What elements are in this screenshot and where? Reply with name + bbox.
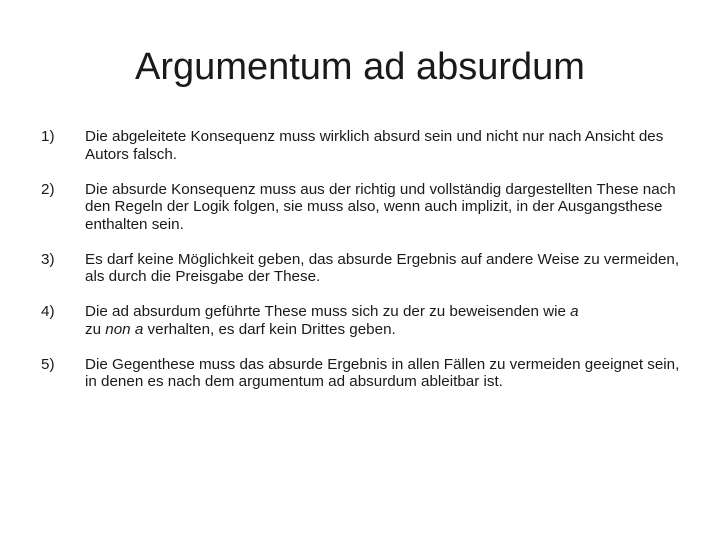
item-number: 3)	[41, 250, 55, 268]
list-item	[41, 128, 681, 163]
list-item	[41, 181, 681, 234]
item-number: 2)	[41, 180, 55, 198]
item-number: 5)	[41, 355, 55, 373]
list-item	[41, 303, 681, 338]
item-text: Es darf keine Möglichkeit geben, das absurde Ergebnis auf andere Weise zu vermeiden, als durch die Preisgabe der These.	[85, 250, 680, 285]
item-text: Die absurde Konsequenz muss aus der richtig und vollständig dargestellten These nach den Regeln der Logik folgen, sie muss also, wenn auch implizit, in der Ausgangsthese enthalten sein.	[85, 180, 676, 233]
item-text-after: verhalten, es darf kein Drittes geben.	[147, 320, 396, 338]
slide-title: Argumentum ad absurdum	[135, 46, 585, 88]
item-text-mid: zu	[85, 320, 102, 338]
item-number: 4)	[41, 303, 55, 320]
item-text: Die Gegenthese muss das absurde Ergebnis in allen Fällen zu vermeiden geeignet sein, in denen es nach dem argumentum ad absurdum ableitbar ist.	[85, 355, 680, 390]
criteria-list	[41, 128, 681, 408]
item-number: 1)	[41, 128, 55, 145]
item-text	[85, 303, 681, 338]
item-text-before: Die ad absurdum geführte These muss sich zu der zu beweisenden wie	[85, 303, 566, 320]
list-item	[41, 356, 681, 391]
italic-a: a	[570, 303, 579, 320]
italic-non-a: non a	[105, 320, 144, 338]
item-text: Die abgeleitete Konsequenz muss wirklich absurd sein und nicht nur nach Ansicht des Autors falsch.	[85, 128, 664, 163]
list-item	[41, 251, 681, 286]
